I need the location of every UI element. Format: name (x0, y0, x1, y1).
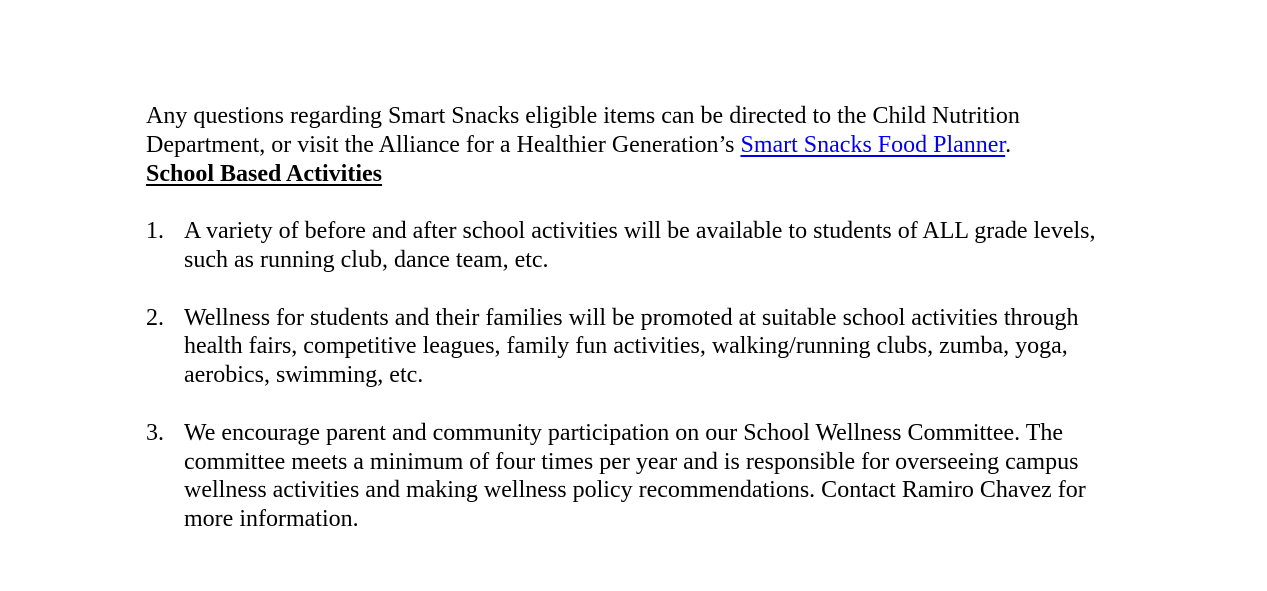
list-item-text: We encourage parent and community participation on our School Wellness Committee. The committee meets a minimum of four times per year and is responsible for overseeing campus wellness activities and making wellness policy recommendations. Contact Ramiro Chavez for more information. (184, 419, 1086, 533)
intro-text: Any questions regarding Smart Snacks eligible items can be directed to the Child Nutrition Department, or visit the Alliance for a Healthier Generation’s (146, 103, 1020, 158)
list-item (146, 304, 1136, 390)
intro-paragraph (146, 102, 1136, 160)
list-item-text: A variety of before and after school activities will be available to students of ALL grade levels, such as running club, dance team, etc. (184, 218, 1096, 273)
list-item-number: 2. (146, 304, 164, 331)
list-item-number: 3. (146, 419, 164, 446)
intro-trailing-period: . (1005, 131, 1012, 158)
activities-list (146, 217, 1136, 534)
section-heading: School Based Activities (146, 160, 383, 187)
list-item (146, 419, 1136, 534)
smart-snacks-food-planner-link[interactable]: Smart Snacks Food Planner (740, 131, 1006, 158)
list-item (146, 217, 1136, 275)
list-item-number: 1. (146, 218, 164, 245)
list-item-text: Wellness for students and their families will be promoted at suitable school activities through health fairs, competitive leagues, family fun activities, walking/running clubs, zumba, yoga, aerobics, swimming, etc. (184, 304, 1079, 389)
document-page (146, 102, 1136, 563)
